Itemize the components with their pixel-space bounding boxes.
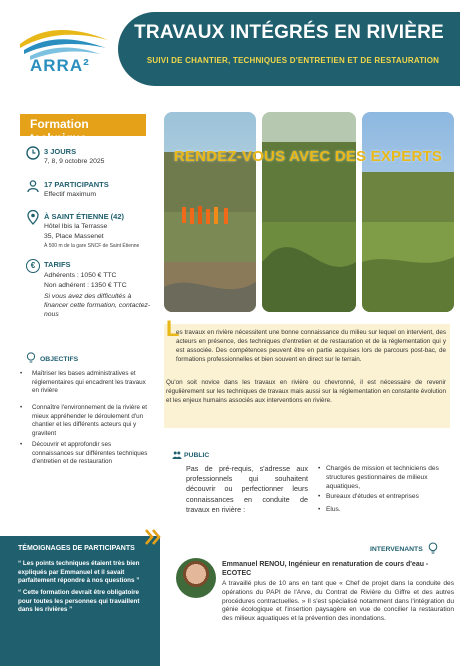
objective-item: Connaître l'environnement de la rivière et mieux appréhender le déroulement d'un chantier et les différents acteurs qui y gravitent — [32, 404, 147, 437]
bullet: • — [20, 404, 23, 411]
lightbulb-icon — [428, 542, 438, 555]
intervenant-description: A travaillé plus de 10 ans en tant que « Chef de projet dans la conduite des opérations du PAPI de l'Arve, du Contrat de Rivière du Giffre et des autres procédures contractuelles. » Il s'est spécialisé notamment dans l'intégration du génie écologique et l'insertion paysagère en vue de concilier la restauration des milieux aquatiques et la prévention des inondations. — [222, 580, 454, 623]
testimonial-quote: “ Cette formation devrait être obligatoire pour toutes les personnes qui travaillent dans les rivières ” — [18, 589, 140, 614]
intro-paragraph-1: es travaux en rivière nécessitent une bonne connaissance du milieu sur lequel on intervient, des acteurs en présence, des techniques d'entretien et de restauration et de la réglementation qui y est associée. Des compétences peuvent être en partie acquises lors de parcours post-bac, de formations professionnelles et bien souvent en direct sur le terrain. — [176, 329, 446, 363]
photo-river-2 — [262, 112, 356, 312]
objectives-title: OBJECTIFS — [40, 356, 79, 363]
bullet: • — [20, 370, 23, 377]
bullet: • — [318, 506, 321, 513]
people-group-icon — [172, 450, 182, 460]
public-title: PUBLIC — [184, 452, 210, 459]
intervenant-name: Emmanuel RENOU, Ingénieur en renaturation de cours d'eau - ECOTEC — [222, 561, 429, 577]
logo-text: ARRA² — [30, 56, 90, 75]
public-item: Bureaux d'études et entreprises — [326, 493, 419, 500]
objective-item: Maîtriser les bases administratives et réglementaires qui encadrent les travaux en rivière — [32, 370, 146, 395]
people-icon — [26, 179, 40, 193]
bullet: • — [20, 441, 23, 448]
days-title: 3 JOURS — [44, 147, 77, 156]
avatar — [176, 558, 216, 598]
quote-chevron-icon — [144, 528, 162, 546]
tarif-note: Si vous avez des difficultés à financer cette formation, contactez-nous — [44, 293, 151, 318]
euro-icon: € — [26, 259, 40, 273]
intro-paragraph-2: Qu'on soit novice dans les travaux en rivière ou chevronné, il est nécessaire de revenir régulièrement sur les techniques de travaux mais aussi sur la réglementation en constante évolution et les enjeux humains associés aux interventions en rivière. — [166, 379, 446, 404]
photo-river-3 — [362, 112, 454, 312]
photo-river-1 — [164, 112, 256, 312]
place-title: À SAINT ÉTIENNE (42) — [44, 212, 125, 221]
tarif-non-adherent: Non adhérent : 1350 € TTC — [44, 282, 127, 289]
bullet: • — [318, 465, 321, 472]
public-item: Chargés de mission et techniciens des structures gestionnaires de milieux aquatiques, — [326, 465, 439, 490]
place-line2: 35, Place Massenet — [44, 233, 104, 240]
place-line1: Hôtel Ibis la Terrasse — [44, 223, 108, 230]
public-item: Elus. — [326, 506, 341, 513]
testimonial-quote: “ Les points techniques étaient très bien expliqués par Emmanuel et il savait parfaitement répondre à nos questions ” — [18, 560, 140, 585]
tarifs-title: TARIFS — [44, 260, 71, 269]
location-pin-icon — [27, 210, 39, 225]
page-title: TRAVAUX INTÉGRÉS EN RIVIÈRE — [134, 22, 444, 43]
public-text: Pas de pré-requis, s'adresse aux professionnels qui souhaitent découvrir ou perfectionner leurs connaissances en conduite de travaux en rivière : — [186, 464, 308, 514]
intervenants-title: INTERVENANTS — [370, 546, 423, 553]
clock-icon — [26, 146, 40, 160]
objective-item: Découvrir et approfondir ses connaissances sur différentes techniques d'entretien et de restauration — [32, 441, 148, 466]
place-note: À 500 m de la gare SNCF de Saint Étienne — [44, 243, 140, 249]
bullet: • — [318, 493, 321, 500]
photos-heading: RENDEZ-VOUS AVEC DES EXPERTS — [173, 148, 443, 165]
testimonials-title: TÉMOIGNAGES DE PARTICIPANTS — [18, 545, 135, 552]
days-dates: 7, 8, 9 octobre 2025 — [44, 158, 105, 165]
participants-title: 17 PARTICIPANTS — [44, 180, 109, 189]
lightbulb-icon — [26, 352, 36, 364]
formation-tag: Formation technique — [20, 114, 146, 136]
page-subtitle: SUIVI DE CHANTIER, TECHNIQUES D'ENTRETIEN ET DE RESTAURATION — [146, 56, 440, 65]
intro-dropcap: L — [166, 316, 180, 341]
participants-sub: Effectif maximum — [44, 191, 96, 198]
tarif-adherent: Adhérents : 1050 € TTC — [44, 272, 117, 279]
